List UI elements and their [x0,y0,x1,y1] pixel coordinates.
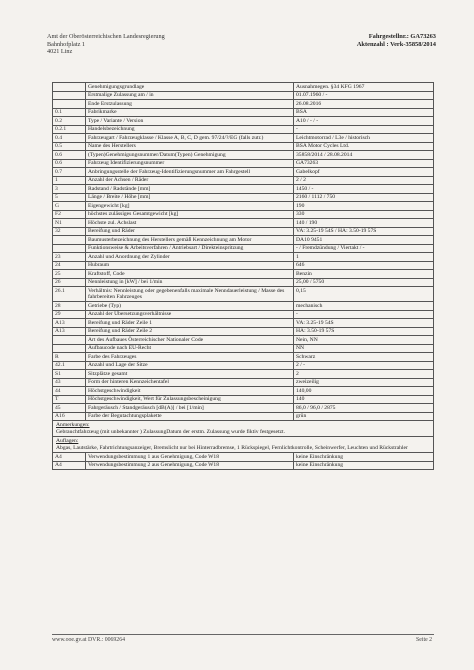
row-value: 330 [294,210,434,219]
row-value: VA: 3.25-19 54S [294,319,434,328]
authority-address [47,33,165,56]
row-label: Verhältnis: Nennleistung oder gegebenenfalls maximale Nenndauerleistung / Masse des fahrbereiten Fahrzeuges [86,287,294,302]
row-value: 140 [294,395,434,404]
table-row [53,278,434,287]
row-code: 0.1 [53,108,86,117]
table-row [53,370,434,379]
row-label: Anzahl und Anordnung der Zylinder [86,253,294,262]
row-label: Bereifung und Räder [86,227,294,236]
row-value: 140,00 [294,387,434,396]
row-code: 32 [53,227,86,236]
row-label: Fahrzeugart / Fahrzeugklasse / Klasse A, B, C, D gem. 97/24/?/EG (falls zutr.) [86,134,294,143]
row-code: F2 [53,210,86,219]
table-row [53,412,434,421]
row-label: Höchstgeschwindigkeit, Wert für Zulassungsbescheinigung [86,395,294,404]
row-label: Verwendungsbestimmung 1 aus Genehmigung, Code W18 [86,453,294,462]
row-code: 0.5 [53,142,86,151]
row-label: Getriebe (Typ) [86,302,294,311]
row-code: A13 [53,327,86,336]
table-row [53,134,434,143]
row-code: 28 [53,302,86,311]
table-row [53,287,434,302]
table-row [53,261,434,270]
row-label: Farbe der Begutachtungsplakette [86,412,294,421]
row-code [53,100,86,109]
vehicle-data-table [52,82,434,470]
row-label: Kraftstoff, Code [86,270,294,279]
row-value: DA10 9451 [294,236,434,245]
note-text: Abgas, Lautstärke, Fahrtrichtungsanzeiger, Bremslicht nur bei Hinterradbremse, 1 Rückspiegel, Fernlichtkontrolle, Scheinwerfer, Leuchten und Rückstrahler [56,444,408,451]
row-value: 2 / - [294,361,434,370]
table-row [53,185,434,194]
row-code: G [53,202,86,211]
row-code: 0.4 [53,134,86,143]
row-value: - / Fremdzündung / Viertakt / - [294,244,434,253]
row-value: Ausnahmegen. §34 KFG 1967 [294,83,434,92]
row-label: Sitzplätze gesamt [86,370,294,379]
table-row [53,193,434,202]
row-code: S1 [53,370,86,379]
table-row [53,453,434,462]
row-code [53,83,86,92]
table-row [53,83,434,92]
row-code: 5 [53,193,86,202]
row-value: Leichtmotorrad / L3e / historisch [294,134,434,143]
table-row [53,202,434,211]
row-value: BSA [294,108,434,117]
row-code: 1 [53,176,86,185]
row-code: 26.1 [53,287,86,302]
table-row [53,302,434,311]
row-value: Benzin [294,270,434,279]
row-value: 2 / 2 [294,176,434,185]
row-code: R [53,353,86,362]
row-code: N1 [53,219,86,228]
row-value: 140 / 190 [294,219,434,228]
table-row [53,100,434,109]
row-label: Baumusterbezeichnung des Herstellers gemäß Kennzeichnung am Motor [86,236,294,245]
row-code: 25 [53,270,86,279]
row-value: - [294,125,434,134]
table-row [53,344,434,353]
table-row [53,270,434,279]
row-value: Nein, NN [294,336,434,345]
row-code: T [53,395,86,404]
row-label: höchstes zulässiges Gesamtgewicht [kg] [86,210,294,219]
row-code: 29 [53,310,86,319]
row-label: Anzahl und Lage der Sitze [86,361,294,370]
row-value: 25,00 / 5750 [294,278,434,287]
note-text: Gebrauchtfahrzeug (mit unbekannter ) ZulassungDatum der erstm. Zulassung wurde fiktiv festgesetzt. [56,428,285,435]
row-value: A10 / - / - [294,117,434,126]
row-value: GA73263 [294,159,434,168]
row-label: Anzahl der Übersetzungsverhältnisse [86,310,294,319]
row-code [53,344,86,353]
table-row [53,461,434,470]
authority-name: Amt der Oberösterreichischen Landesregierung [47,33,165,40]
row-code: 23 [53,253,86,262]
authority-city: 4021 Linz [47,48,73,56]
table-row [53,227,434,236]
authority-street: Bahnhofplatz 1 [47,40,85,48]
row-code: 0.7 [53,168,86,177]
row-label: Fahrgeräusch / Standgeräusch [dB(A)] / bei [1/min] [86,404,294,413]
row-value: 0,15 [294,287,434,302]
row-label: Erstmalige Zulassung am / in [86,91,294,100]
row-value: 646 [294,261,434,270]
row-label: Genehmigungsgrundlage [86,83,294,92]
note-title: Auflagen: [56,438,79,444]
row-label: Form der hinteren Kennzeichentafel [86,378,294,387]
row-label: Art des Aufbaues Österreichischer Nationaler Code [86,336,294,345]
row-value: HA: 3.50-19 57S [294,327,434,336]
table-row [53,151,434,160]
row-code: A4 [53,461,86,470]
row-label: Farbe des Fahrzeuges [86,353,294,362]
row-code: 42.1 [53,361,86,370]
table-row [53,361,434,370]
row-value: 2160 / 1112 / 750 [294,193,434,202]
row-label: Bereifung und Räder Zeile 1 [86,319,294,328]
row-value: 35858/2014 / 28.08.2014 [294,151,434,160]
footer-contact: www.ooe.gv.at DVR.: 0069264 [52,637,125,643]
page-number: Seite 2 [416,637,432,643]
row-value: 190 [294,202,434,211]
row-code [53,244,86,253]
row-label: Höchste zul. Achslast [86,219,294,228]
row-label: Anzahl der Achsen / Räder [86,176,294,185]
row-code: 0.6 [53,151,86,160]
notes-cell [53,421,434,437]
row-code: 0.6 [53,159,86,168]
row-value: grün [294,412,434,421]
reference-block [357,33,436,49]
table-row [53,336,434,345]
row-label: Höchstgeschwindigkeit [86,387,294,396]
row-value: NN [294,344,434,353]
row-code: 26 [53,278,86,287]
note-title: Anmerkungen: [56,422,90,428]
file-number: Aktenzahl : Verk-35858/2014 [356,40,436,48]
row-label: Radstand / Radstände [mm] [86,185,294,194]
row-value: keine Einschränkung [294,461,434,470]
row-label: Name des Herstellers [86,142,294,151]
row-label: Fahrzeug Identifizierungsnummer [86,159,294,168]
row-value: mechanisch [294,302,434,311]
row-value: zweizeilig [294,378,434,387]
table-row [53,310,434,319]
row-code: 44 [53,387,86,396]
row-label: Anbringungsstelle der Fahrzeug-Identifizierungsnummer am Fahrgestell [86,168,294,177]
footer-divider [52,634,434,635]
row-label: Eigengewicht [kg] [86,202,294,211]
row-value: Schwarz [294,353,434,362]
table-row [53,168,434,177]
row-label: Nennleistung in [kW] / bei 1/min [86,278,294,287]
table-row [53,244,434,253]
table-row [53,327,434,336]
row-code [53,236,86,245]
row-value: 1 [294,253,434,262]
row-value: Gabelkopf [294,168,434,177]
row-code: 43 [53,378,86,387]
row-code: A16 [53,412,86,421]
row-code [53,91,86,100]
row-value: - [294,310,434,319]
row-code: A4 [53,453,86,462]
table-row [53,108,434,117]
row-label: Aufbaucode nach EU-Recht [86,344,294,353]
row-label: Funktionsweise & Arbeitsverfahren / Antriebsart / Direkteinspritzung [86,244,294,253]
table-row [53,219,434,228]
row-code: 0.2 [53,117,86,126]
table-row [53,378,434,387]
row-label: Verwendungsbestimmung 2 aus Genehmigung, Code W18 [86,461,294,470]
table-row [53,253,434,262]
row-label: Type / Variante / Version [86,117,294,126]
row-value: 2 [294,370,434,379]
row-code: 45 [53,404,86,413]
row-value: 26.08.2016 [294,100,434,109]
table-row [53,387,434,396]
table-row [53,395,434,404]
row-label: Fabrikmarke [86,108,294,117]
vehicle-number: Fahrgestellnr.: GA73263 [368,33,436,40]
table-row [53,176,434,185]
row-label: Hubraum [86,261,294,270]
row-value: 01.07.1960 / - [294,91,434,100]
row-label: (Typen)Genehmigungsnummer/Datum(Typen) Genehmigung [86,151,294,160]
table-row [53,319,434,328]
table-row [53,125,434,134]
row-code: A13 [53,319,86,328]
row-value: 86,0 / 96,0 / 2875 [294,404,434,413]
row-value: BSA Motor Cycles Ltd. [294,142,434,151]
row-code: 3 [53,185,86,194]
row-code: 0.2.1 [53,125,86,134]
row-value: 1450 / - [294,185,434,194]
notes-row [53,437,434,453]
row-label: Ende Erstzulassung [86,100,294,109]
table-row [53,159,434,168]
table-row [53,142,434,151]
row-label: Handelsbezeichnung [86,125,294,134]
row-code: 24 [53,261,86,270]
table-row [53,404,434,413]
row-value: VA: 3.25-19 54S / HA: 3.50-19 57S [294,227,434,236]
table-row [53,117,434,126]
table-row [53,353,434,362]
row-value: keine Einschränkung [294,453,434,462]
row-label: Bereifung und Räder Zeile 2 [86,327,294,336]
row-code [53,336,86,345]
notes-row [53,421,434,437]
notes-cell [53,437,434,453]
table-row [53,236,434,245]
row-label: Länge / Breite / Höhe [mm] [86,193,294,202]
table-row [53,91,434,100]
table-row [53,210,434,219]
